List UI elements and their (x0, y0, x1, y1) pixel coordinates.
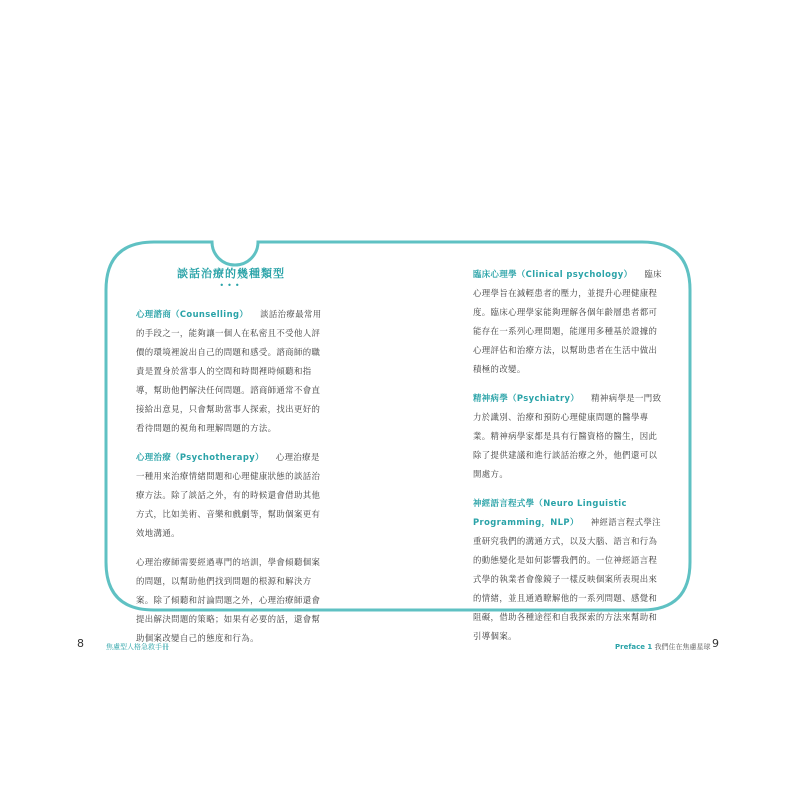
body-therapist-training: 心理治療師需要經過專門的培訓，學會傾聽個案的問題，以幫助他們找到問題的根源和解決方案。除了傾聽和討論問題之外，心理治療師還會提出解決問題的策略；如果有必要的話，還會幫助個案改變自己的態度和行為。 (136, 557, 321, 643)
entry-nlp (473, 494, 663, 646)
term-nlp: 神經語言程式學（Neuro Linguistic Programming，NLP） (473, 498, 627, 527)
preface-label: Preface 1 (615, 643, 653, 651)
page-number-left: 8 (77, 637, 84, 650)
term-clinical-psychology: 臨床心理學（Clinical psychology） (473, 269, 633, 279)
body-psychiatry: 精神病學是一門致力於識別、治療和預防心理健康問題的醫學專業。精神病學家都是具有行醫資格的醫生，因此除了提供建議和進行談話治療之外，他們還可以開處方。 (473, 393, 662, 479)
running-head-right (615, 640, 711, 654)
body-psychotherapy: 心理治療是一種用來治療情緒問題和心理健康狀態的談話治療方法。除了談話之外，有的時候還會借助其他方式，比如美術、音樂和戲劇等，幫助個案更有效地溝通。 (136, 452, 321, 538)
term-psychotherapy: 心理治療（Psychotherapy） (136, 452, 264, 462)
left-column (136, 265, 326, 658)
title-dots: ••• (219, 281, 243, 290)
running-head-title: 我們住在焦慮星球 (654, 643, 711, 651)
right-column (473, 265, 663, 656)
body-counselling: 談話治療最常用的手段之一，能夠讓一個人在私密且不受他人評價的環境裡說出自己的問題和感受。諮商師的職責是置身於當事人的空間和時間裡時傾聽和指導，幫助他們解決任何問題。諮商師通常不會直接給出意見，只會幫助當事人探索，找出更好的看待問題的視角和理解問題的方法。 (136, 309, 322, 433)
term-counselling: 心理諮商（Counselling） (136, 309, 249, 319)
running-head-left: 焦慮型人格急救手冊 (106, 643, 169, 651)
term-psychiatry: 精神病學（Psychiatry） (473, 393, 580, 403)
page-number-right: 9 (712, 637, 719, 650)
entry-psychotherapy (136, 448, 326, 543)
entry-therapist-training (136, 553, 326, 648)
section-title: 談話治療的幾種類型 (177, 267, 285, 280)
entry-psychiatry (473, 389, 663, 484)
entry-clinical-psychology (473, 265, 663, 379)
body-nlp: 神經語言程式學注重研究我們的溝通方式，以及大腦、語言和行為的動態變化是如何影響我們的。一位神經語言程式學的執業者會像鏡子一樣反映個案所表現出來的情緒，並且通過瞭解他的一系列問題、感覺和阻礙，借助各種途徑和自我探索的方法來幫助和引導個案。 (473, 517, 661, 641)
entry-counselling (136, 305, 326, 438)
body-clinical-psychology: 臨床心理學旨在減輕患者的壓力，並提升心理健康程度。臨床心理學家能夠理解各個年齡層患者都可能存在一系列心理問題，能運用多種基於證據的心理評估和治療方法，以幫助患者在生活中做出積極的改變。 (473, 269, 662, 374)
